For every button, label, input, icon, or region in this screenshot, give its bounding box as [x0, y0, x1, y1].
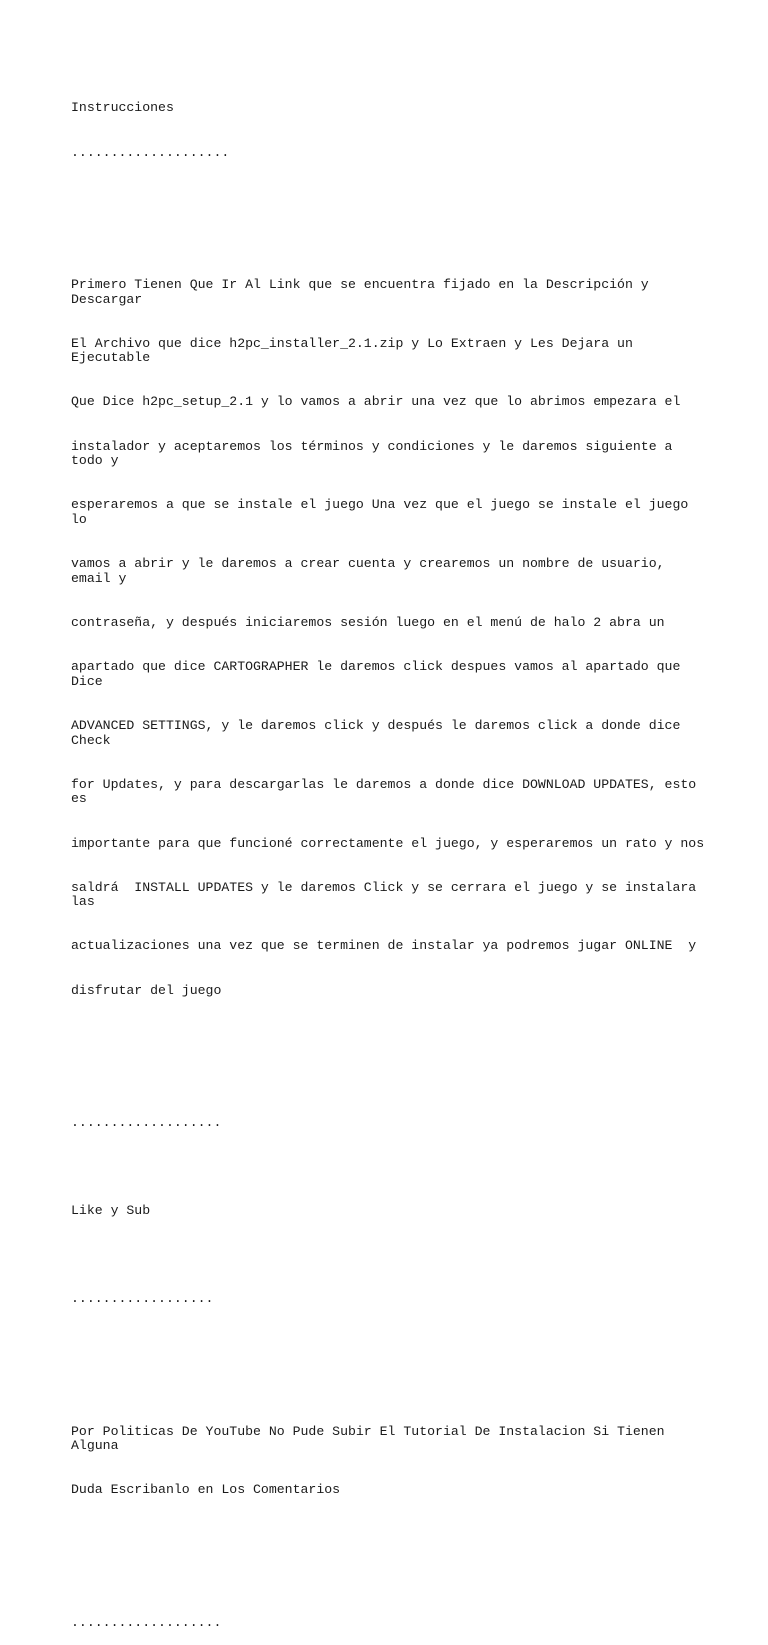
blank-line — [71, 1160, 711, 1175]
like-sub-text: Like y Sub — [71, 1203, 151, 1219]
paragraph-line: Primero Tienen Que Ir Al Link que se encuentra fijado en la Descripción y Descargar — [71, 276, 657, 307]
policy-paragraph — [71, 1395, 711, 1527]
blank-line — [71, 190, 711, 205]
document-title: Instrucciones — [71, 100, 174, 116]
separator-dots: .................... — [71, 144, 230, 160]
separator-dots: .................. — [71, 1291, 214, 1307]
paragraph-line: disfrutar del juego — [71, 982, 222, 998]
paragraph-line: instalador y aceptaremos los términos y condiciones y le daremos siguiente a todo y — [71, 438, 681, 469]
blank-line — [71, 1336, 711, 1351]
paragraph-line: ADVANCED SETTINGS, y le daremos click y después le daremos click a donde dice Check — [71, 717, 689, 748]
separator-dots: ................... — [71, 1114, 222, 1130]
paragraph-line: saldrá INSTALL UPDATES y le daremos Click y se cerrara el juego y se instalara las — [71, 879, 705, 910]
paragraph-line: actualizaciones una vez que se terminen de instalar ya podremos jugar ONLINE y — [71, 938, 697, 954]
blank-line — [71, 1248, 711, 1263]
paragraph-line: Duda Escribanlo en Los Comentarios — [71, 1482, 341, 1498]
paragraph-line: esperaremos a que se instale el juego Una vez que el juego se instale el juego lo — [71, 497, 697, 528]
paragraph-line: apartado que dice CARTOGRAPHER le daremos click despues vamos al apartado que Dice — [71, 659, 689, 689]
paragraph-line: Por Politicas De YouTube No Pude Subir El Tutorial De Instalacion Si Tienen Alguna — [71, 1423, 673, 1454]
blank-line — [71, 1072, 711, 1087]
paragraph-line: vamos a abrir y le daremos a crear cuenta y crearemos un nombre de usuario, email y — [71, 556, 673, 586]
instructions-paragraph — [71, 248, 711, 1027]
paragraph-line: El Archivo que dice h2pc_installer_2.1.zip y Lo Extraen y Les Dejara un Ejecutable — [71, 335, 641, 366]
paragraph-line: contraseña, y después iniciaremos sesión luego en el menú de halo 2 abra un — [71, 615, 665, 630]
paragraph-line: Que Dice h2pc_setup_2.1 y lo vamos a abrir una vez que lo abrimos empezara el — [71, 394, 681, 410]
paragraph-line: importante para que funcioné correctamente el juego, y esperaremos un rato y nos — [71, 835, 705, 851]
document-body — [71, 72, 711, 1645]
blank-line — [71, 1572, 711, 1587]
separator-dots: ................... — [71, 1614, 222, 1630]
paragraph-line: for Updates, y para descargarlas le daremos a donde dice DOWNLOAD UPDATES, esto es — [71, 776, 705, 807]
